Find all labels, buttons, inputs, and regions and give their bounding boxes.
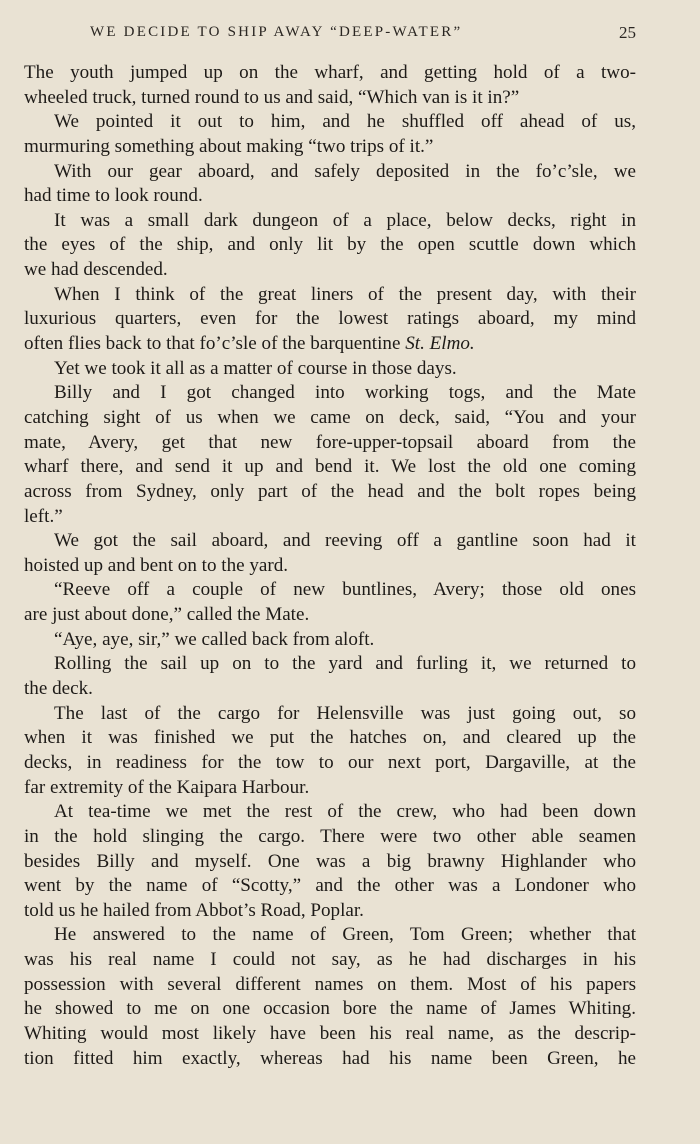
text-line: told us he hailed from Abbot’s Road, Poplar. xyxy=(24,899,364,921)
text-line: “Aye, aye, sir,” we called back from aloft. xyxy=(54,628,375,650)
text-line xyxy=(24,332,636,357)
text-line: With our gear aboard, and safely deposited in the fo’c’sle, we xyxy=(54,160,636,182)
text-line: The youth jumped up on the wharf, and getting hold of a two- xyxy=(24,62,636,83)
text-line: the deck. xyxy=(24,678,93,700)
text-line: wheeled truck, turned round to us and said, “Which van is it in?” xyxy=(24,86,520,108)
text-line: far extremity of the Kaipara Harbour. xyxy=(24,776,310,798)
running-title: WE DECIDE TO SHIP AWAY “DEEP-WATER” xyxy=(90,24,463,40)
text-line: in the hold slinging the cargo. There were two other able seamen xyxy=(24,825,636,847)
text-line: tion fitted him exactly, whereas had his name been Green, he xyxy=(24,1047,636,1069)
text-line: are just about done,” called the Mate. xyxy=(24,604,310,626)
text-line: catching sight of us when we came on deck, said, “You and your xyxy=(24,406,636,428)
text-line: We pointed it out to him, and he shuffled off ahead of us, xyxy=(54,111,636,133)
text-line: wharf there, and send it up and bend it. We lost the old one coming xyxy=(24,456,636,478)
text-line: across from Sydney, only part of the head and the bolt ropes being xyxy=(24,480,636,502)
text-line: the eyes of the ship, and only lit by the open scuttle down which xyxy=(24,234,636,256)
text-line: At tea-time we met the rest of the crew, who had been down xyxy=(54,801,636,823)
page-number: 25 xyxy=(619,23,636,42)
text-line: had time to look round. xyxy=(24,185,203,207)
text-line: decks, in readiness for the tow to our next port, Dargaville, at the xyxy=(24,751,636,773)
text-line: We got the sail aboard, and reeving off a gantline soon had it xyxy=(54,530,636,552)
text-line: Rolling the sail up on to the yard and furling it, we returned to xyxy=(54,653,636,675)
text-line: was his real name I could not say, as he had discharges in his xyxy=(24,949,636,971)
text-line: he showed to me on one occasion bore the name of James Whiting. xyxy=(24,998,636,1020)
text-line: left.” xyxy=(24,505,63,527)
text-line: Whiting would most likely have been his real name, as the descrip- xyxy=(24,1022,636,1044)
text-line: possession with several different names on them. Most of his papers xyxy=(24,973,636,995)
text-line: we had descended. xyxy=(24,259,168,281)
text-line: He answered to the name of Green, Tom Green; whether that xyxy=(54,924,636,946)
text-line: hoisted up and bent on to the yard. xyxy=(24,554,289,576)
text-line: when it was finished we put the hatches on, and cleared up the xyxy=(24,727,636,749)
text-line: Yet we took it all as a matter of course in those days. xyxy=(54,357,457,379)
text-line: The last of the cargo for Helensville was just going out, so xyxy=(54,702,636,724)
body-text xyxy=(24,61,636,1071)
text-line: “Reeve off a couple of new buntlines, Avery; those old ones xyxy=(54,579,636,601)
text-line-part: often flies back to that fo’c’sle of the barquentine xyxy=(24,333,406,355)
running-head xyxy=(24,24,636,48)
text-line: Billy and I got changed into working togs, and the Mate xyxy=(54,382,636,404)
text-line: luxurious quarters, even for the lowest ratings aboard, my mind xyxy=(24,308,636,330)
ship-name: St. Elmo. xyxy=(405,333,475,355)
text-line: It was a small dark dungeon of a place, below decks, right in xyxy=(54,209,636,231)
text-line: When I think of the great liners of the present day, with their xyxy=(54,283,636,305)
text-line: besides Billy and myself. One was a big brawny Highlander who xyxy=(24,850,636,872)
text-line: mate, Avery, get that new fore-upper-topsail aboard from the xyxy=(24,431,636,453)
text-line: went by the name of “Scotty,” and the other was a Londoner who xyxy=(24,875,636,897)
text-line: murmuring something about making “two trips of it.” xyxy=(24,135,434,157)
